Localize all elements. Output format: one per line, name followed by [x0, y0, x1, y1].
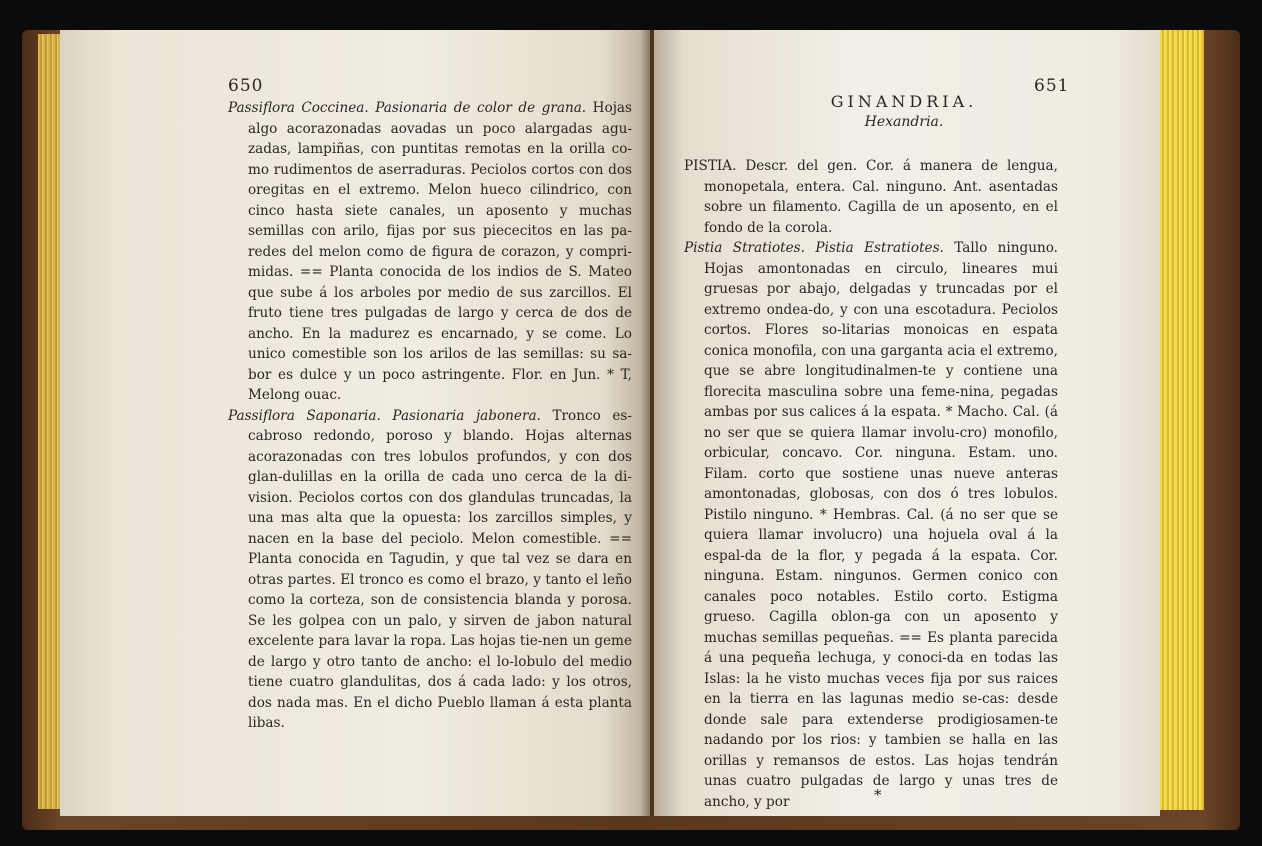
entry-body: Descr. del gen. Cor. á manera de lengua, monopetala, entera. Cal. ninguno. Ant. asentadas sobre un filamento. Cagilla de un aposento, en el fondo de la corola. — [704, 158, 1058, 236]
entry-common-name: Pasionaria jabonera. — [392, 407, 541, 424]
entry-pistia-genus — [684, 156, 1058, 238]
signature-mark: * — [874, 786, 882, 804]
entry-common-name: Pasionaria de color de grana. — [375, 100, 587, 116]
left-page — [60, 30, 650, 816]
entry-name: Passiflora Saponaria. — [228, 407, 381, 424]
right-page-edges — [1160, 30, 1204, 810]
entry-common-name: Pistia Estratiotes. — [815, 240, 944, 256]
left-page-text — [228, 98, 632, 734]
class-heading: GINANDRIA. — [830, 92, 978, 111]
entry-body: Hojas algo acorazonadas aovadas un poco alargadas agu-zadas, lampiñas, con puntitas remotas en la orilla co-mo rudimentos de aserraduras. Peciolos cortos con dos oregitas en el extremo. Melon hueco cilindrico, con cinco hasta siete canales, un aposento y muchas semillas con arilo, fijas por sus piececitos en las pa-redes del melon como de figura de corazon, y compri-midas. == Planta conocida de los indios de S. Mateo que sube á los arboles por medio de sus zarcillos. El fruto tiene tres pulgadas de largo y cerca de dos de ancho. En la madurez es encarnado, y se come. Lo unico comestible son los arilos de las semillas: su sa-bor es dulce y un poco astringente. Flor. en Jun. * T, Melong ouac. — [248, 100, 632, 403]
entry-name: Passiflora Coccinea. — [228, 100, 369, 116]
page-number: 650 — [228, 76, 264, 96]
entry-body: Tallo ninguno. Hojas amontonadas en circulo, lineares mui gruesas por abajo, delgadas y truncadas por el extremo ondea-do, y con una escotadura. Peciolos cortos. Flores so-litarias monoicas en espata conica monofila, con una garganta acia el extremo, que se abre longitudinalmen-te y contiene una florecita masculina sobre una feme-nina, pegadas ambas por sus calices á la espata. * Macho. Cal. (á no ser que se quiera llamar involu-cro) monofilo, orbicular, concavo. Cor. ninguna. Estam. uno. Filam. corto que sostiene unas nueve anteras amontonadas, globosas, con dos ó tres lobulos. Pistilo ninguno. * Hembras. Cal. (á no ser que se quiera llamar involucro) una hojuela oval á la espal-da de la flor, y pegada á la espata. Cor. ninguna. Estam. ningunos. Germen conico con canales poco notables. Estilo corto. Estigma grueso. Cagilla oblon-ga con un aposento y muchas semillas pequeñas. == Es planta parecida á una pequeña lechuga, y conoci-da en todas las Islas: la he visto muchas veces fija por sus raices en la tierra en las lagunas medio se-cas: desde donde sale para extenderse prodigiosamen-te nadando por los rios: y tambien se halla en las orillas y remansos de estos. Las hojas tendrán unas cuatro pulgadas de largo y unas tres de ancho, y por — [704, 240, 1058, 810]
page-number: 651 — [1034, 76, 1070, 96]
order-heading: Hexandria. — [864, 114, 944, 130]
right-page-text — [684, 156, 1058, 812]
entry-passiflora-saponaria — [228, 406, 632, 734]
entry-name: PISTIA. — [684, 158, 737, 174]
entry-passiflora-coccinea — [228, 98, 632, 406]
entry-body: Tronco es-cabroso redondo, poroso y blando. Hojas alternas acorazonadas con tres lobulos profundos, y con dos glan-dulillas en la orilla de cada uno cerca de la di-vision. Peciolos cortos con dos glandulas truncadas, la una mas alta que la opuesta: los zarcillos simples, y nacen en la base del peciolo. Melon comestible. == Planta conocida en Tagudin, y que tal vez se dara en otras partes. El tronco es como el brazo, y tanto el leño como la corteza, son de consistencia blanda y porosa. Se les golpea con un palo, y sirven de jabon natural excelente para lavar la ropa. Las hojas tie-nen un geme de largo y otro tanto de ancho: el lo-lobulo del medio tiene cuatro glandulitas, dos á cada lado: y los otros, dos nada mas. En el dicho Pueblo llaman á esta planta libas. — [248, 407, 632, 731]
entry-pistia-stratiotes — [684, 238, 1058, 812]
entry-name: Pistia Stratiotes. — [684, 240, 805, 256]
left-page-edges — [38, 34, 60, 809]
right-page — [654, 30, 1160, 816]
